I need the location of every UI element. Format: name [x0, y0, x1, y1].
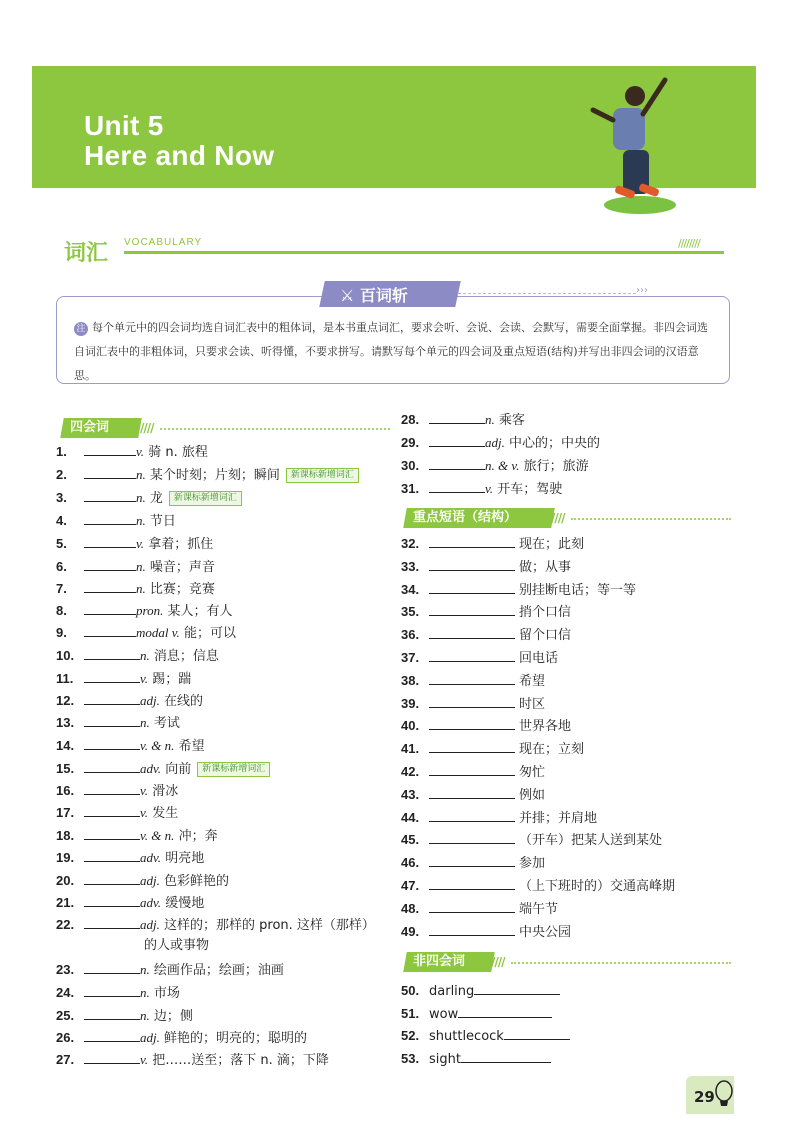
answer-blank[interactable] — [429, 784, 515, 799]
answer-blank[interactable] — [429, 601, 515, 616]
entry-number: 50. — [401, 983, 420, 998]
non-four-entry — [401, 1025, 570, 1045]
phrase-entry — [401, 693, 545, 713]
chinese-meaning: 龙 — [149, 491, 163, 506]
part-of-speech: v. — [485, 481, 494, 496]
phrase-entry — [401, 829, 662, 849]
answer-blank[interactable] — [84, 870, 140, 885]
vocab-entry — [56, 1027, 307, 1047]
chinese-meaning: 中央公园 — [519, 924, 572, 940]
chinese-meaning: 世界各地 — [519, 719, 572, 735]
entry-number: 6. — [56, 559, 67, 574]
entry-number: 41. — [401, 741, 420, 757]
new-word-tag: 新课标新增词汇 — [286, 468, 359, 483]
phrase-entry — [401, 670, 545, 690]
answer-blank[interactable] — [84, 735, 140, 750]
chinese-meaning: 旅行；旅游 — [523, 459, 589, 474]
chinese-meaning: 向前 — [165, 762, 192, 777]
phrase-entry — [401, 533, 584, 553]
entry-number: 18. — [56, 828, 75, 843]
entry-number: 30. — [401, 458, 420, 473]
answer-blank[interactable] — [429, 715, 515, 730]
entry-number: 19. — [56, 850, 75, 865]
part-of-speech: adj. — [485, 435, 505, 450]
non-four-entry — [401, 1048, 551, 1068]
answer-blank[interactable] — [84, 914, 140, 929]
chinese-meaning: 消息；信息 — [153, 649, 219, 664]
chinese-meaning: 滑冰 — [152, 784, 179, 799]
chinese-meaning: 乘客 — [498, 413, 525, 428]
answer-blank[interactable] — [429, 921, 515, 936]
chevron-right-icon: ››› — [636, 285, 648, 296]
entry-number: 13. — [56, 715, 75, 730]
non-four-entry — [401, 1003, 552, 1023]
vocab-entry — [56, 982, 180, 1002]
answer-blank[interactable] — [84, 959, 140, 974]
answer-blank[interactable] — [84, 892, 140, 907]
vocab-entry — [56, 487, 242, 507]
chinese-meaning: 现在；立刻 — [519, 742, 585, 758]
english-word: wow — [429, 1006, 459, 1022]
chinese-meaning: 匆忙 — [519, 765, 546, 780]
answer-blank[interactable] — [84, 487, 136, 502]
answer-blank[interactable] — [429, 579, 515, 594]
phrase-entry — [401, 579, 636, 599]
section-four-skill-header: 四会词 //// — [62, 418, 392, 440]
entry-number: 32. — [401, 536, 420, 551]
entry-number: 31. — [401, 481, 420, 496]
chinese-meaning: 发生 — [152, 806, 179, 821]
answer-blank[interactable] — [84, 510, 136, 525]
part-of-speech: n. — [140, 715, 150, 730]
answer-blank[interactable] — [429, 409, 485, 424]
divider — [458, 293, 636, 294]
chinese-meaning: 明亮地 — [165, 851, 205, 866]
chinese-meaning: 希望 — [519, 673, 546, 689]
phrase-entry — [401, 647, 558, 667]
phrase-entry — [401, 761, 545, 781]
vocab-entry — [56, 892, 204, 912]
chinese-meaning: 节日 — [149, 514, 176, 529]
chinese-meaning: （开车）把某人送到某处 — [519, 833, 663, 849]
answer-blank[interactable] — [84, 1005, 140, 1020]
part-of-speech: n. — [140, 648, 150, 663]
vocab-entry — [56, 690, 203, 710]
entry-number: 24. — [56, 985, 75, 1000]
entry-22-continuation: 的人或事物 — [144, 938, 210, 953]
answer-blank[interactable] — [429, 533, 515, 548]
chinese-meaning: 拿着；抓住 — [148, 537, 214, 552]
part-of-speech: n. — [136, 559, 146, 574]
phrase-entry — [401, 624, 571, 644]
entry-number: 20. — [56, 873, 75, 888]
chinese-meaning: 时区 — [519, 696, 546, 712]
answer-blank[interactable] — [429, 478, 485, 493]
chinese-meaning: 留个口信 — [519, 628, 572, 644]
part-of-speech: n. — [140, 1008, 150, 1023]
entry-number: 21. — [56, 895, 75, 910]
vocab-entry — [56, 1005, 193, 1025]
chinese-meaning: 回电话 — [519, 651, 559, 666]
vocab-entry — [56, 780, 178, 800]
vocabulary-subtitle: VOCABULARY — [124, 237, 203, 248]
answer-blank[interactable] — [429, 852, 515, 867]
entry-number: 16. — [56, 783, 75, 798]
part-of-speech: v. & n. — [140, 828, 175, 843]
phrase-entry — [401, 715, 571, 735]
section-label: 重点短语（结构） — [403, 508, 555, 528]
entry-number: 22. — [56, 917, 75, 932]
phrase-entry — [401, 921, 571, 941]
answer-blank[interactable] — [461, 1048, 551, 1063]
part-of-speech: adj. — [140, 1030, 160, 1045]
answer-blank[interactable] — [474, 980, 560, 995]
entry-number: 34. — [401, 581, 420, 597]
vocab-entry — [56, 959, 284, 979]
section-label: 非四会词 — [403, 952, 495, 972]
chinese-meaning: 绘画作品；绘画；油画 — [153, 963, 284, 978]
chinese-meaning: 某个时刻；片刻；瞬间 — [149, 468, 280, 483]
vocab-entry — [56, 847, 204, 867]
vocab-entry — [56, 464, 359, 484]
entry-number: 27. — [56, 1052, 75, 1067]
answer-blank[interactable] — [429, 738, 515, 753]
answer-blank[interactable] — [84, 982, 140, 997]
answer-blank[interactable] — [84, 758, 140, 773]
chinese-meaning: （上下班时的）交通高峰期 — [519, 879, 676, 894]
chinese-meaning: 冲；奔 — [178, 829, 218, 844]
entry-number: 7. — [56, 581, 67, 596]
part-of-speech: pron. — [136, 603, 164, 618]
part-of-speech: v. — [136, 536, 145, 551]
entry-number: 25. — [56, 1008, 75, 1023]
part-of-speech: n. — [140, 985, 150, 1000]
note-text: 注 每个单元中的四会词均选自词汇表中的粗体词，是本书重点词汇，要求会听、会说、会读、会默写，需要全面掌握。非四会词选自词汇表中的非粗体词，只要求会读、听得懂，不要求拼写。请默写每个单元的四会词及重点短语(结构)并写出非四会词的汉语意思。 — [74, 321, 708, 382]
answer-blank[interactable] — [84, 690, 140, 705]
part-of-speech: v. — [140, 1052, 149, 1067]
chinese-meaning: 例如 — [519, 787, 546, 803]
part-of-speech: n. — [485, 412, 495, 427]
vocab-entry — [56, 668, 191, 688]
hatch-decoration: //////// — [678, 237, 700, 250]
answer-blank[interactable] — [84, 1027, 140, 1042]
new-word-tag: 新课标新增词汇 — [197, 762, 270, 777]
entry-number: 4. — [56, 513, 67, 528]
answer-blank[interactable] — [429, 898, 515, 913]
vocab-entry — [56, 1049, 329, 1069]
entry-number: 8. — [56, 603, 67, 618]
vocab-entry — [56, 802, 178, 822]
part-of-speech: v. — [140, 805, 149, 820]
phrase-entry — [401, 601, 571, 621]
part-of-speech: v. — [140, 671, 149, 686]
chinese-meaning: 能；可以 — [183, 626, 236, 641]
non-four-entry — [401, 980, 560, 1000]
note-icon: 注 — [74, 322, 88, 336]
entry-number: 51. — [401, 1005, 420, 1021]
vocabulary-title: 词汇 — [64, 241, 109, 266]
vocab-entry — [56, 914, 375, 934]
chinese-meaning: 色彩鲜艳的 — [164, 874, 230, 889]
vocab-entry — [401, 455, 589, 475]
chinese-meaning: 别挂断电话；等一等 — [519, 582, 637, 598]
chinese-meaning: 现在；此刻 — [519, 537, 585, 552]
vocab-entry — [56, 441, 208, 461]
entry-number: 1. — [56, 444, 67, 459]
part-of-speech: adj. — [140, 917, 160, 932]
entry-number: 37. — [401, 650, 420, 665]
vocab-entry — [56, 758, 270, 778]
entry-number: 52. — [401, 1028, 420, 1043]
divider — [124, 251, 724, 254]
vocab-entry — [56, 510, 176, 530]
answer-blank[interactable] — [84, 1049, 140, 1064]
entry-number: 53. — [401, 1050, 420, 1066]
lightbulb-icon — [714, 1080, 734, 1110]
part-of-speech: v. — [140, 783, 149, 798]
chinese-meaning: 中心的；中央的 — [509, 436, 601, 451]
chinese-meaning: 考试 — [153, 716, 180, 731]
vocab-entry — [401, 432, 600, 452]
part-of-speech: n. — [140, 962, 150, 977]
chinese-meaning: 比赛；竞赛 — [149, 582, 215, 597]
entry-number: 38. — [401, 672, 420, 688]
entry-number: 14. — [56, 738, 75, 753]
chinese-meaning: 开车；驾驶 — [497, 482, 563, 497]
answer-blank[interactable] — [429, 432, 485, 447]
vocab-entry — [56, 578, 215, 598]
part-of-speech: modal v. — [136, 625, 180, 640]
answer-blank[interactable] — [429, 761, 515, 776]
phrase-entry — [401, 852, 545, 872]
answer-blank[interactable] — [84, 802, 140, 817]
part-of-speech: adv. — [140, 895, 162, 910]
new-word-tag: 新课标新增词汇 — [169, 491, 242, 506]
entry-number: 23. — [56, 962, 75, 977]
answer-blank[interactable] — [84, 668, 140, 683]
entry-number: 35. — [401, 604, 420, 620]
chinese-meaning: 这样的；那样的 pron. 这样（那样） — [164, 918, 375, 933]
part-of-speech: adj. — [140, 873, 160, 888]
answer-blank[interactable] — [84, 578, 136, 593]
entry-number: 17. — [56, 805, 75, 820]
chinese-meaning: 骑 n. 旅程 — [148, 445, 208, 460]
entry-number: 49. — [401, 923, 420, 939]
vocab-entry — [56, 622, 236, 642]
answer-blank[interactable] — [429, 556, 515, 571]
entry-number: 36. — [401, 627, 420, 643]
entry-number: 39. — [401, 695, 420, 711]
section-non-four-header: 非四会词 //// — [405, 952, 735, 974]
entry-number: 48. — [401, 900, 420, 916]
chinese-meaning: 并排；并肩地 — [519, 810, 598, 826]
phrase-entry — [401, 784, 545, 804]
chinese-meaning: 参加 — [519, 856, 546, 872]
answer-blank[interactable] — [84, 712, 140, 727]
answer-blank[interactable] — [84, 780, 140, 795]
vocab-entry — [56, 735, 205, 755]
english-word: shuttlecock — [429, 1029, 504, 1044]
skateboarder-illustration — [585, 70, 685, 220]
part-of-speech: n. — [136, 513, 146, 528]
entry-number: 42. — [401, 764, 420, 779]
answer-blank[interactable] — [429, 829, 515, 844]
entry-number: 2. — [56, 467, 67, 482]
phrase-entry — [401, 738, 584, 758]
vocab-entry — [56, 712, 180, 732]
vocab-entry — [56, 600, 232, 620]
chinese-meaning: 做；从事 — [519, 559, 572, 575]
answer-blank[interactable] — [84, 847, 140, 862]
entry-number: 47. — [401, 878, 420, 893]
part-of-speech: adv. — [140, 761, 162, 776]
answer-blank[interactable] — [84, 825, 140, 840]
answer-blank[interactable] — [429, 670, 515, 685]
phrase-entry — [401, 556, 571, 576]
part-of-speech: n. — [136, 467, 146, 482]
entry-number: 9. — [56, 625, 67, 640]
answer-blank[interactable] — [429, 624, 515, 639]
chinese-meaning: 把……送至；落下 n. 滴；下降 — [152, 1053, 329, 1068]
chinese-meaning: 端午节 — [519, 901, 559, 917]
answer-blank[interactable] — [504, 1025, 570, 1040]
answer-blank[interactable] — [84, 645, 140, 660]
entry-number: 44. — [401, 809, 420, 825]
part-of-speech: adj. — [140, 693, 160, 708]
answer-blank[interactable] — [84, 600, 136, 615]
chinese-meaning: 希望 — [178, 739, 205, 754]
chinese-meaning: 鲜艳的；明亮的；聪明的 — [164, 1031, 308, 1046]
vocab-entry — [401, 478, 562, 498]
section-label: 四会词 — [60, 418, 142, 438]
chinese-meaning: 边；侧 — [153, 1009, 193, 1024]
part-of-speech: v. — [136, 444, 145, 459]
vocab-entry — [56, 825, 218, 845]
chinese-meaning: 在线的 — [164, 694, 204, 709]
vocab-entry — [56, 645, 219, 665]
answer-blank[interactable] — [429, 647, 515, 662]
entry-number: 40. — [401, 718, 420, 734]
entry-number: 5. — [56, 536, 67, 551]
chinese-meaning: 市场 — [153, 986, 180, 1001]
section-phrases-header: 重点短语（结构） //// — [405, 508, 735, 530]
vocab-entry — [401, 409, 525, 429]
english-word: sight — [429, 1051, 461, 1067]
part-of-speech: n. — [136, 490, 146, 505]
chinese-meaning: 捎个口信 — [519, 605, 572, 621]
unit-number: Unit 5 — [84, 110, 164, 141]
chinese-meaning: 某人；有人 — [167, 604, 233, 619]
answer-blank[interactable] — [84, 441, 136, 456]
entry-number: 12. — [56, 693, 75, 708]
vocab-entry — [56, 533, 213, 553]
unit-title: Here and Now — [84, 140, 275, 171]
answer-blank[interactable] — [429, 693, 515, 708]
entry-number: 3. — [56, 490, 67, 505]
phrase-entry — [401, 875, 675, 895]
phrase-entry — [401, 898, 558, 918]
entry-number: 45. — [401, 832, 420, 848]
vocab-entry — [56, 556, 215, 576]
part-of-speech: n. & v. — [485, 458, 520, 473]
chinese-meaning: 缓慢地 — [165, 896, 205, 911]
vocab-entry — [56, 870, 229, 890]
entry-number: 11. — [56, 671, 74, 686]
answer-blank[interactable] — [84, 622, 136, 637]
entry-number: 15. — [56, 761, 75, 776]
entry-number: 43. — [401, 786, 420, 802]
part-of-speech: adv. — [140, 850, 162, 865]
entry-number: 29. — [401, 435, 420, 450]
answer-blank[interactable] — [84, 533, 136, 548]
entry-number: 46. — [401, 855, 420, 871]
answer-blank[interactable] — [429, 807, 515, 822]
chinese-meaning: 噪音；声音 — [149, 560, 215, 575]
answer-blank[interactable] — [84, 556, 136, 571]
answer-blank[interactable] — [84, 464, 136, 479]
chinese-meaning: 踢；踹 — [152, 672, 192, 687]
part-of-speech: v. & n. — [140, 738, 175, 753]
entry-number: 26. — [56, 1030, 75, 1045]
english-word: darling — [429, 984, 475, 999]
entry-number: 33. — [401, 558, 420, 574]
page-number: 29 — [694, 1088, 715, 1106]
answer-blank[interactable] — [429, 875, 515, 890]
part-of-speech: n. — [136, 581, 146, 596]
section-badge-label: ⚔ 百词斩 — [340, 286, 408, 305]
answer-blank[interactable] — [458, 1003, 552, 1018]
entry-number: 28. — [401, 412, 420, 427]
answer-blank[interactable] — [429, 455, 485, 470]
entry-number: 10. — [56, 648, 75, 663]
phrase-entry — [401, 807, 597, 827]
